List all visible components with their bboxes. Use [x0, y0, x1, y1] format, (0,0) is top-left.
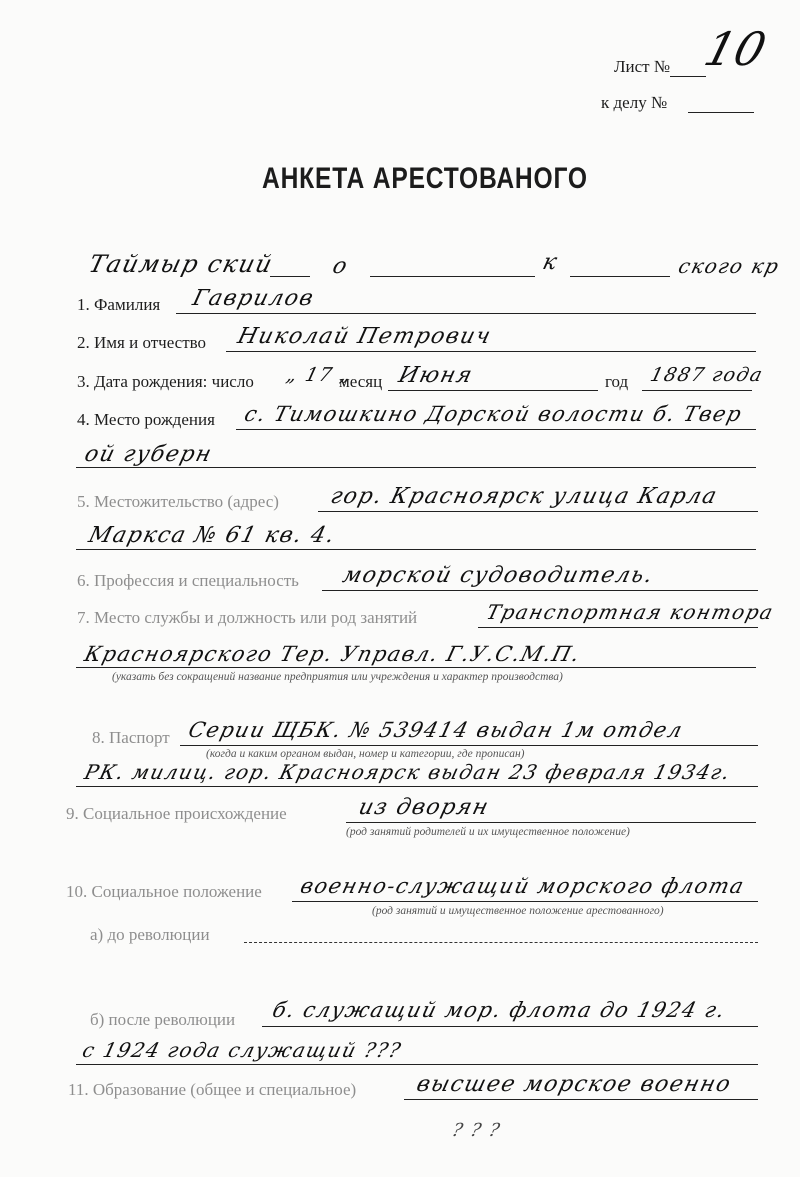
- birthplace-line-rule-1: [236, 429, 756, 430]
- region-part-2: о: [330, 254, 351, 279]
- social-value: военно-служащий морского флота: [298, 874, 748, 898]
- birthplace-label: 4. Место рождения: [77, 410, 215, 429]
- passport-line-2: РК. милиц. гор. Красноярск выдан 23 февраля 1934г.: [82, 760, 734, 784]
- passport-note: (когда и каким органом выдан, номер и категории, где прописан): [206, 748, 525, 760]
- after-revolution-label: б) после революции: [90, 1010, 236, 1029]
- residence-line-rule-1: [318, 511, 758, 512]
- workplace-line-rule-1: [478, 627, 758, 628]
- workplace-line-rule-2: [76, 667, 756, 668]
- residence-line-2: Маркса № 61 кв. 4.: [86, 523, 339, 548]
- birth-year-label: год: [605, 372, 629, 391]
- profession-value: морской судоводитель.: [340, 563, 657, 588]
- sheet-label: Лист №: [614, 57, 671, 76]
- residence-label: 5. Местожительство (адрес): [77, 492, 279, 511]
- education-label: 11. Образование (общее и специальное): [68, 1080, 357, 1099]
- origin-label: 9. Социальное происхождение: [66, 804, 287, 823]
- residence-line-rule-2: [76, 549, 756, 550]
- profession-label: 6. Профессия и специальность: [77, 571, 299, 590]
- origin-line: [346, 822, 756, 823]
- social-label: 10. Социальное положение: [66, 882, 262, 901]
- region-part-3: к: [540, 250, 561, 275]
- birth-month-label: месяц: [339, 372, 383, 391]
- region-part-1: Таймыр ский: [86, 250, 277, 278]
- social-line: [292, 901, 758, 902]
- after-revolution-line-2: с 1924 года служащий ???: [80, 1038, 405, 1062]
- residence-line-1: гор. Красноярск улица Карла: [328, 484, 721, 509]
- passport-line-1: Серии ЩБК. № 539414 выдан 1м отдел: [186, 718, 686, 742]
- case-number-line: [688, 112, 754, 113]
- birth-year-line: [642, 390, 752, 391]
- after-revolution-rule-1: [262, 1026, 758, 1027]
- bottom-scrawl: ? ? ?: [450, 1120, 504, 1141]
- birthplace-line-1: с. Тимошкино Дорской волости б. Твер: [242, 402, 746, 426]
- education-value: высшее морское военно: [414, 1072, 735, 1097]
- sheet-number: 10: [698, 22, 772, 76]
- birth-month: Июня: [396, 363, 476, 388]
- birth-date-label: 3. Дата рождения: число: [77, 372, 254, 391]
- birth-day: „ 17 „: [284, 364, 355, 386]
- workplace-line-1: Транспортная контора: [484, 600, 777, 624]
- education-line: [404, 1099, 758, 1100]
- sheet-number-line: [670, 76, 706, 77]
- origin-note: (род занятий родителей и их имущественное положение): [346, 826, 630, 838]
- birthplace-line-rule-2: [76, 467, 756, 468]
- surname-label: 1. Фамилия: [77, 295, 161, 314]
- name-label: 2. Имя и отчество: [77, 333, 207, 352]
- workplace-note: (указать без сокращений название предприятия или учреждения и характер производства): [112, 671, 563, 683]
- passport-line-rule-1: [180, 745, 758, 746]
- region-line-c: [570, 276, 670, 277]
- workplace-label: 7. Место службы и должность или род занятий: [77, 608, 418, 627]
- passport-line-rule-2: [76, 786, 758, 787]
- birthplace-line-2: ой губерн: [82, 442, 216, 467]
- workplace-line-2: Красноярского Тер. Управл. Г.У.С.М.П.: [82, 642, 584, 666]
- page-title: АНКЕТА АРЕСТОВАНОГО: [262, 162, 588, 195]
- region-part-4: ского кр: [676, 254, 783, 278]
- before-revolution-label: а) до революции: [90, 925, 210, 944]
- surname-line: [176, 313, 756, 314]
- origin-value: из дворян: [356, 795, 493, 820]
- passport-label: 8. Паспорт: [92, 728, 170, 747]
- before-revolution-line: [244, 942, 758, 943]
- name-value: Николай Петрович: [235, 324, 495, 349]
- birth-year: 1887 года: [648, 364, 766, 386]
- case-label: к делу №: [601, 93, 668, 112]
- social-note: (род занятий и имущественное положение арестованного): [372, 905, 664, 917]
- surname-value: Гаврилов: [190, 286, 318, 311]
- after-revolution-line-1: б. служащий мор. флота до 1924 г.: [270, 998, 729, 1022]
- region-line-b: [370, 276, 535, 277]
- region-line-a: [270, 276, 310, 277]
- birth-month-line: [388, 390, 598, 391]
- profession-line: [322, 590, 758, 591]
- after-revolution-rule-2: [76, 1064, 758, 1065]
- name-line: [226, 351, 756, 352]
